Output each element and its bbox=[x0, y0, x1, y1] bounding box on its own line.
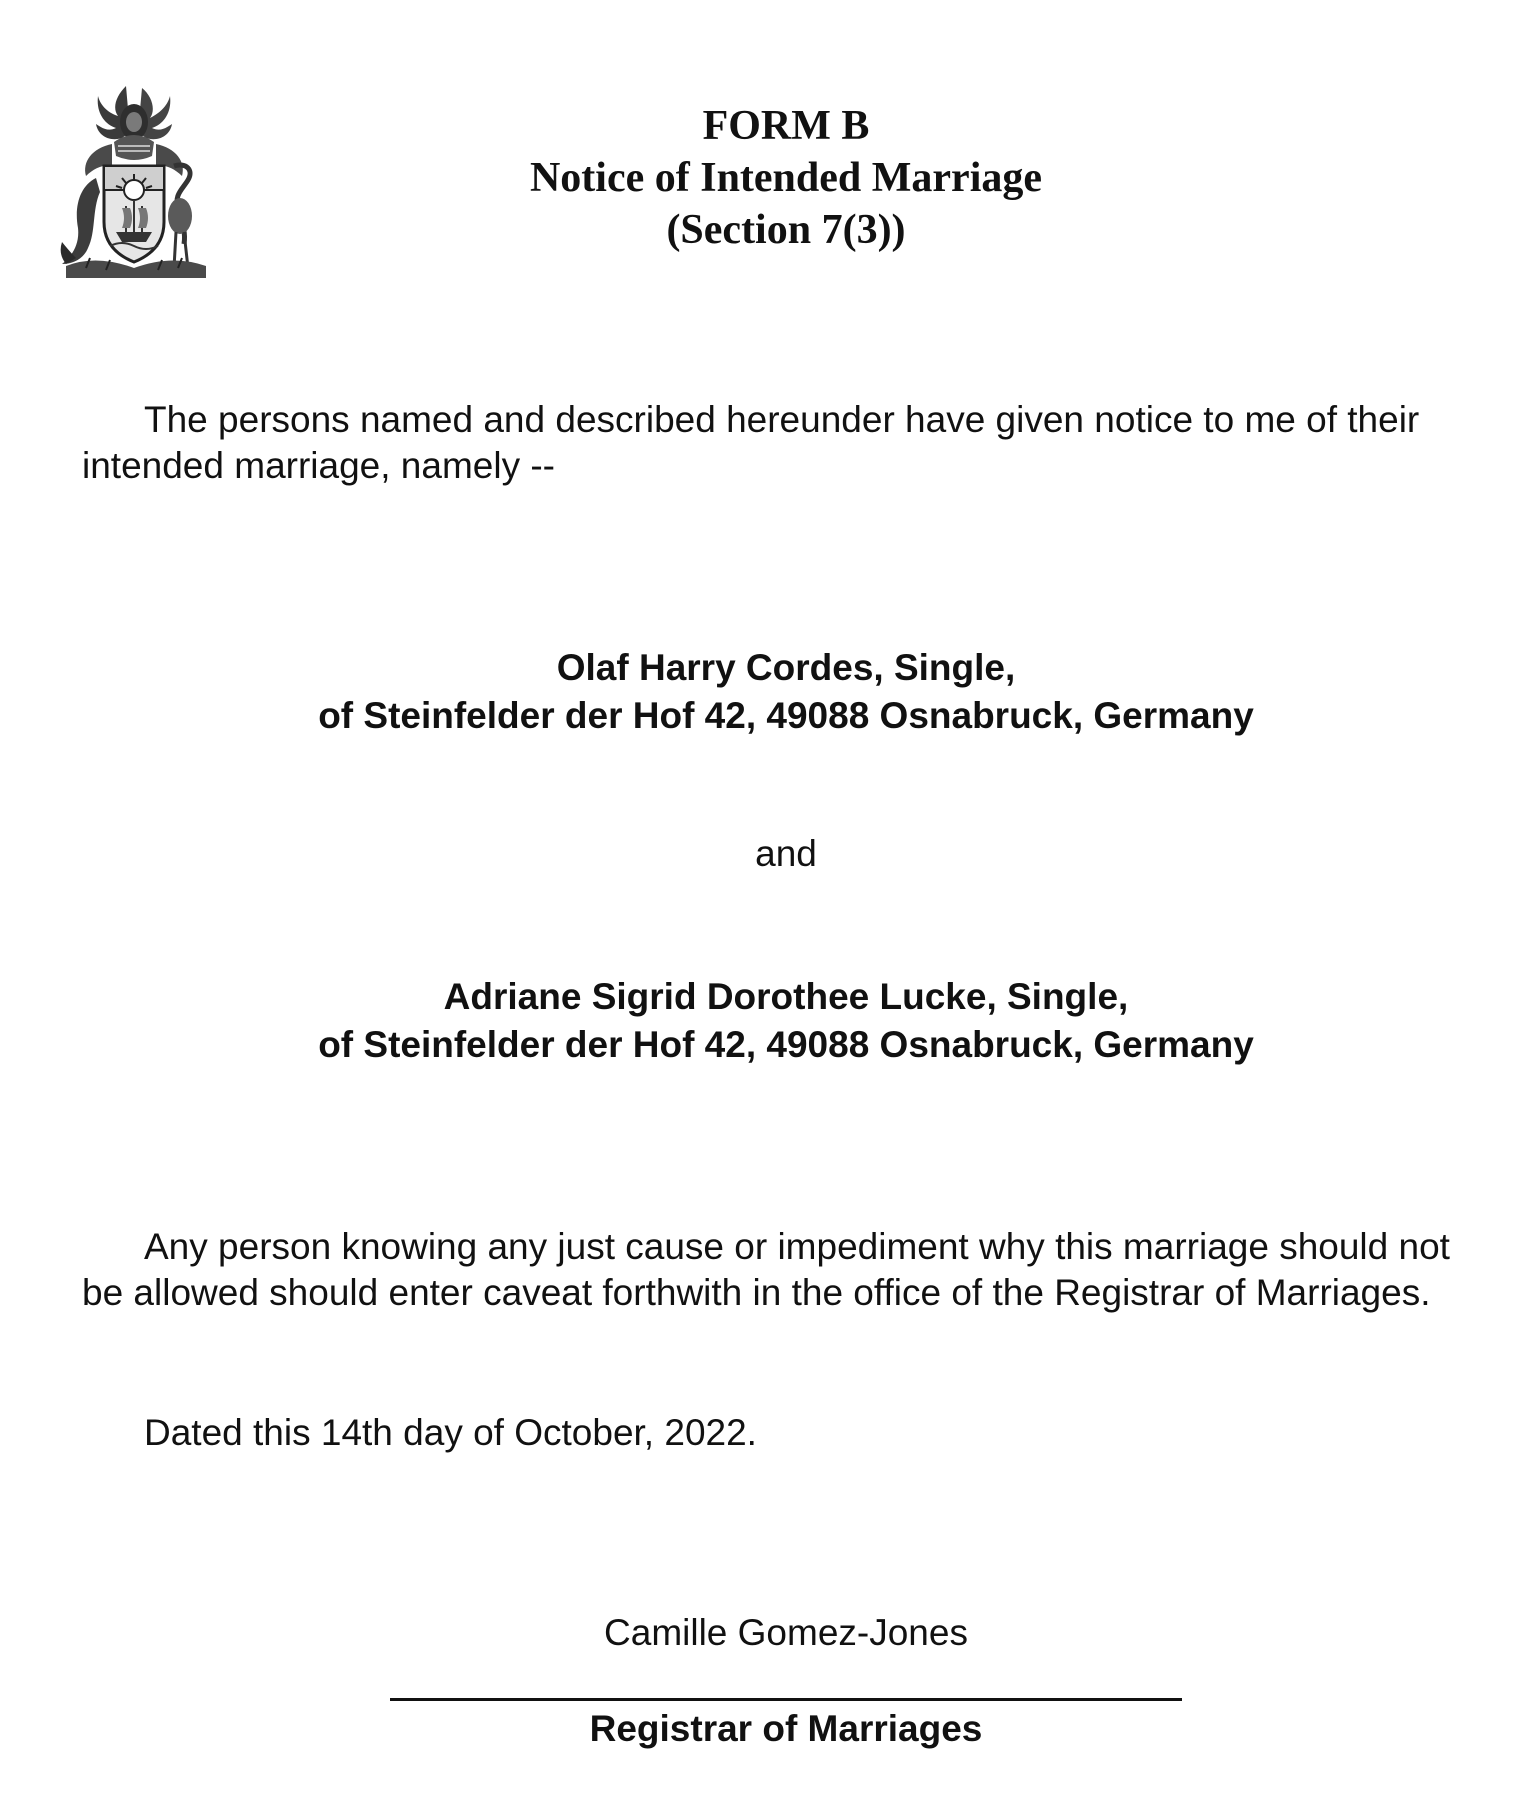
intro-paragraph: The persons named and described hereunder have given notice to me of their intended marriage, namely -- bbox=[82, 399, 1420, 486]
conjunction-text: and bbox=[755, 833, 817, 874]
registrar-name: Camille Gomez-Jones bbox=[604, 1612, 968, 1653]
form-title: Notice of Intended Marriage bbox=[529, 155, 1043, 201]
registrar-title: Registrar of Marriages bbox=[589, 1708, 983, 1749]
dated-line: Dated this 14th day of October, 2022. bbox=[144, 1412, 757, 1453]
party-one-name: Olaf Harry Cordes, Single, bbox=[556, 647, 1016, 688]
party-two-address: of Steinfelder der Hof 42, 49088 Osnabruck, Germany bbox=[318, 1024, 1254, 1065]
objection-paragraph: Any person knowing any just cause or impediment why this marriage should not be allowed should enter caveat forthwith in the office of the Registrar of Marriages. bbox=[82, 1226, 1450, 1313]
party-one-address: of Steinfelder der Hof 42, 49088 Osnabruck, Germany bbox=[318, 695, 1254, 736]
signature-line bbox=[390, 1698, 1182, 1701]
party-one bbox=[0, 644, 1536, 740]
party-two bbox=[0, 973, 1536, 1069]
party-two-name: Adriane Sigrid Dorothee Lucke, Single, bbox=[443, 976, 1129, 1017]
section-reference: (Section 7(3)) bbox=[666, 207, 906, 253]
form-label: FORM B bbox=[702, 103, 870, 149]
form-header bbox=[0, 100, 1536, 256]
